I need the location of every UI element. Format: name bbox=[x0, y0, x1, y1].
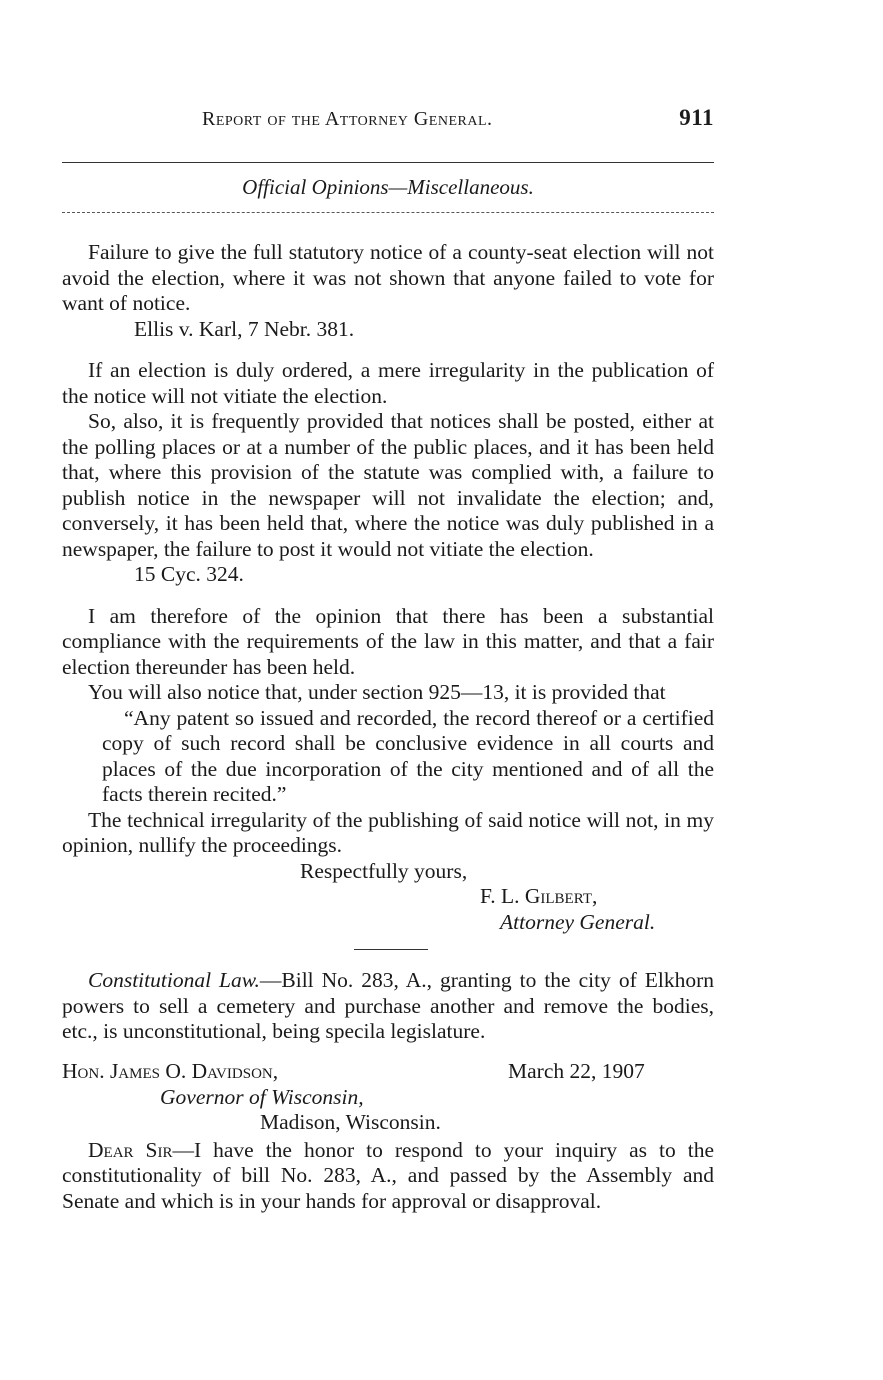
paragraph-opinion: I am therefore of the opinion that there has been a substantial compliance with the requirements of the law in this matter, and that a fair election thereunder has been held. bbox=[62, 603, 714, 679]
greeting: Dear Sir bbox=[88, 1137, 173, 1162]
opinion-summary-text: —Bill No. 283, A., granting to the city of Elkhorn powers to sell a cemetery and purchase another and remove the bodies, etc., is unconstitutional, being specila legislature. bbox=[62, 968, 715, 1043]
addressee-title: Governor of Wisconsin, bbox=[160, 1084, 364, 1109]
running-title: Report of the Attorney General. bbox=[202, 108, 493, 130]
letter-opening bbox=[62, 1138, 714, 1215]
closing-salutation: Respectfully yours, bbox=[300, 858, 468, 883]
paragraph-section-notice: You will also notice that, under section 925—13, it is provided that bbox=[88, 680, 666, 704]
citation-ellis: Ellis v. Karl, 7 Nebr. 381. bbox=[134, 316, 355, 341]
header-rule bbox=[62, 162, 714, 163]
page-number: 911 bbox=[679, 105, 714, 130]
paragraph-county-seat: Failure to give the full statutory notice of a county-seat election will not avoid the election, where it was not shown that anyone failed to vote for want of notice. bbox=[62, 240, 714, 315]
opening-text: —I have the honor to respond to your inquiry as to the constitutionality of bill No. 283, A., and passed by the Assembly and Senate and which is in your hands for approval or disapproval. bbox=[62, 1137, 715, 1213]
signer-name bbox=[62, 884, 714, 910]
paragraph-irregularity: If an election is duly ordered, a mere irregularity in the publication of the notice will not vitiate the election. bbox=[62, 358, 714, 408]
letter-date: March 22, 1907 bbox=[508, 1058, 645, 1083]
paragraph-notices-posted: So, also, it is frequently provided that notices shall be posted, either at the polling places or at a number of the public places, and it has been held that, where this provision of the statute was complied with, a failure to publish notice in the newspaper will not invalidate the election; and, conversely, it has been held that, where the notice was duly published in a newspaper, the failure to post it would not vitiate the election. bbox=[62, 409, 714, 561]
signer-title: Attorney General. bbox=[500, 909, 656, 934]
addressee-place: Madison, Wisconsin. bbox=[260, 1110, 441, 1134]
opinion-summary bbox=[62, 968, 714, 1045]
quote-text: “Any patent so issued and recorded, the record thereof or a certified copy of such record shall be conclusive evidence in all courts and places of the due incorporation of the city mentioned and of all the facts therein recited.” bbox=[102, 705, 714, 806]
signer-text: F. L. Gilbert, bbox=[480, 884, 598, 908]
body-text bbox=[62, 240, 714, 1214]
section-title: Official Opinions—Miscellaneous. bbox=[242, 175, 534, 199]
addressee: Hon. James O. Davidson, bbox=[62, 1058, 279, 1083]
opinion-subject: Constitutional Law. bbox=[88, 968, 260, 992]
address-line bbox=[62, 1059, 714, 1085]
paragraph-technical: The technical irregularity of the publishing of said notice will not, in my opinion, nullify the proceedings. bbox=[62, 807, 714, 857]
citation-cyc: 15 Cyc. 324. bbox=[134, 562, 244, 586]
statute-quote bbox=[62, 706, 714, 808]
section-rule bbox=[62, 212, 714, 213]
separator-rule bbox=[354, 949, 428, 950]
